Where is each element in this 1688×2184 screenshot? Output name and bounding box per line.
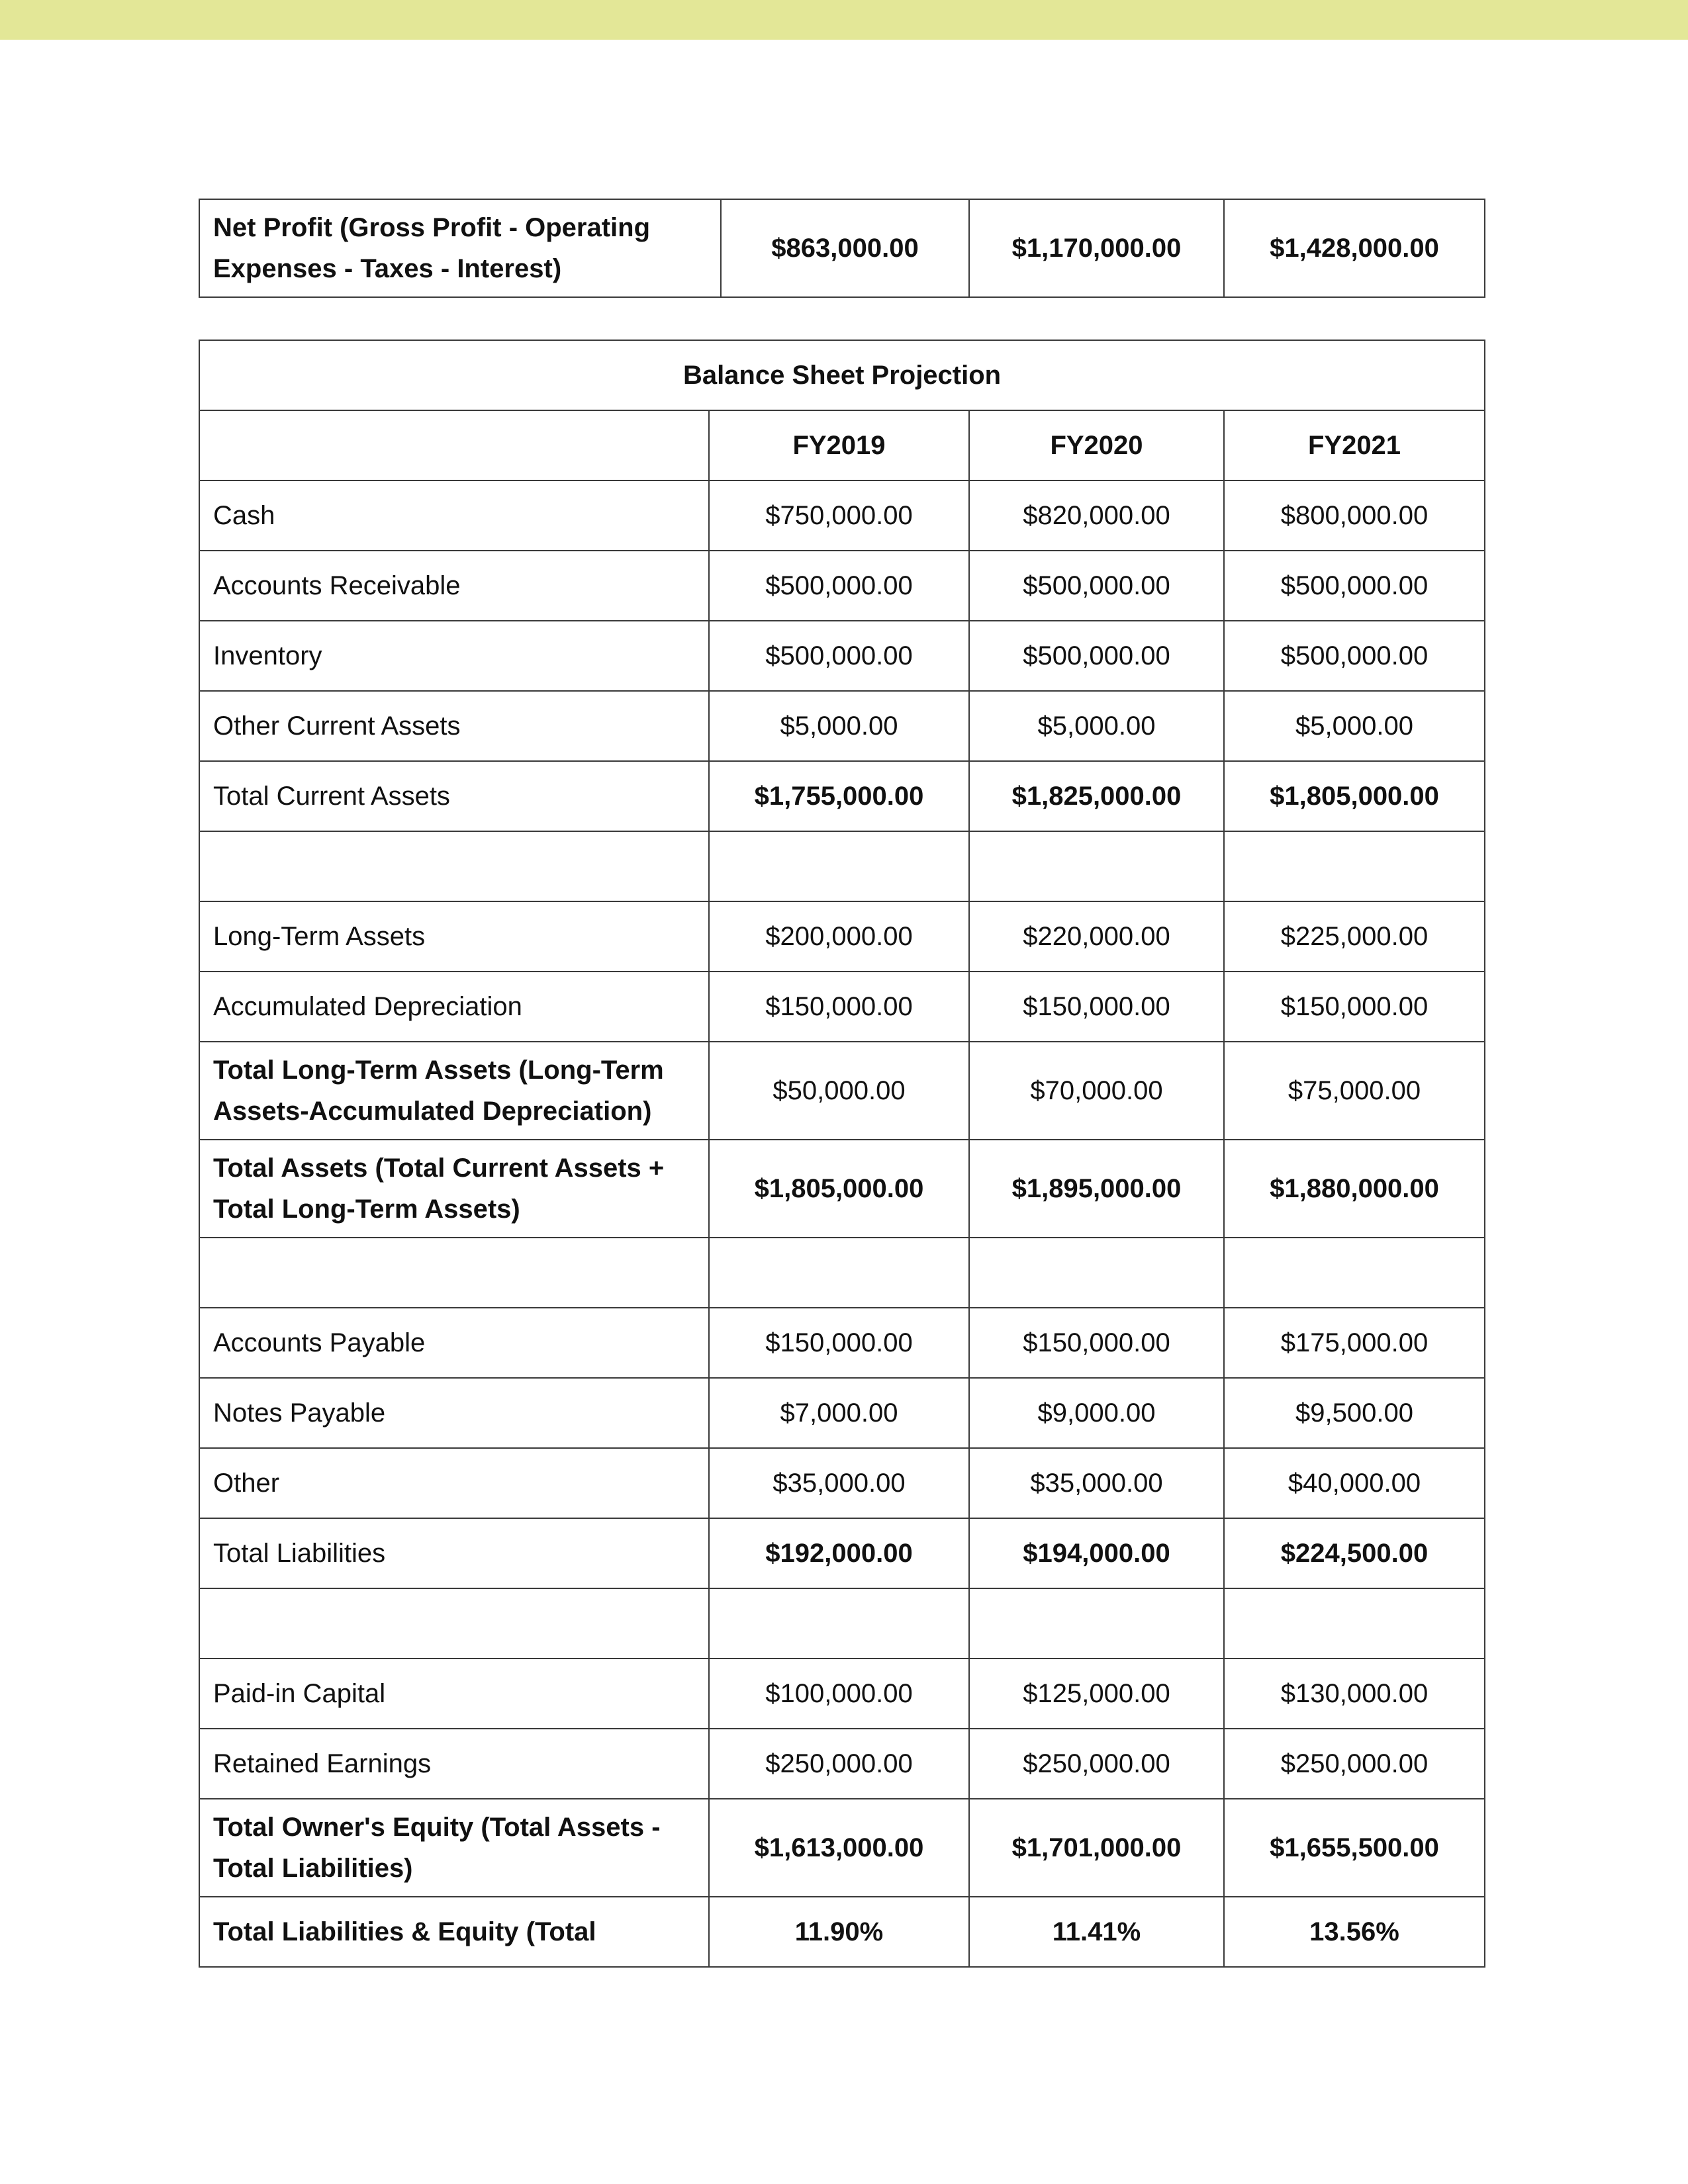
cell-fy2019: $200,000.00 bbox=[709, 901, 969, 972]
row-label: Total Liabilities bbox=[199, 1518, 709, 1588]
cell-fy2020: $5,000.00 bbox=[969, 691, 1224, 761]
column-header-fy2019: FY2019 bbox=[709, 410, 969, 480]
cell-fy2019: $35,000.00 bbox=[709, 1448, 969, 1518]
net-profit-value-fy2020: $1,170,000.00 bbox=[969, 199, 1224, 297]
cell-fy2021: 13.56% bbox=[1224, 1897, 1485, 1967]
cell-fy2020: $500,000.00 bbox=[969, 621, 1224, 691]
cell-fy2021: $500,000.00 bbox=[1224, 621, 1485, 691]
cell-fy2021: $40,000.00 bbox=[1224, 1448, 1485, 1518]
cell-fy2020: $150,000.00 bbox=[969, 972, 1224, 1042]
cell-fy2021: $9,500.00 bbox=[1224, 1378, 1485, 1448]
header-color-band bbox=[0, 0, 1688, 40]
cell-fy2020: $820,000.00 bbox=[969, 480, 1224, 551]
cell-fy2020: $1,895,000.00 bbox=[969, 1140, 1224, 1238]
cell-fy2020: $194,000.00 bbox=[969, 1518, 1224, 1588]
row-label bbox=[199, 831, 709, 901]
balance-sheet-title: Balance Sheet Projection bbox=[199, 340, 1485, 410]
cell-fy2021: $500,000.00 bbox=[1224, 551, 1485, 621]
cell-fy2019: $50,000.00 bbox=[709, 1042, 969, 1140]
cell-fy2020: 11.41% bbox=[969, 1897, 1224, 1967]
row-inventory bbox=[199, 621, 1485, 691]
row-total-current-assets bbox=[199, 761, 1485, 831]
cell-fy2021: $224,500.00 bbox=[1224, 1518, 1485, 1588]
row-other bbox=[199, 1448, 1485, 1518]
row-cash bbox=[199, 480, 1485, 551]
cell-fy2020 bbox=[969, 1588, 1224, 1659]
net-profit-value-fy2019: $863,000.00 bbox=[721, 199, 969, 297]
row-retained-earnings bbox=[199, 1729, 1485, 1799]
net-profit-label: Net Profit (Gross Profit - Operating Expenses - Taxes - Interest) bbox=[199, 199, 721, 297]
cell-fy2019 bbox=[709, 1238, 969, 1308]
row-spacer bbox=[199, 1588, 1485, 1659]
column-header-row bbox=[199, 410, 1485, 480]
cell-fy2021: $150,000.00 bbox=[1224, 972, 1485, 1042]
row-notes-payable bbox=[199, 1378, 1485, 1448]
row-label: Total Current Assets bbox=[199, 761, 709, 831]
row-label: Total Long-Term Assets (Long-Term Assets-Accumulated Depreciation) bbox=[199, 1042, 709, 1140]
cell-fy2021: $1,880,000.00 bbox=[1224, 1140, 1485, 1238]
row-other-current-assets bbox=[199, 691, 1485, 761]
cell-fy2020: $250,000.00 bbox=[969, 1729, 1224, 1799]
row-total-long-term-assets bbox=[199, 1042, 1485, 1140]
cell-fy2020: $1,825,000.00 bbox=[969, 761, 1224, 831]
cell-fy2021: $250,000.00 bbox=[1224, 1729, 1485, 1799]
row-label: Accounts Receivable bbox=[199, 551, 709, 621]
cell-fy2019: $100,000.00 bbox=[709, 1659, 969, 1729]
cell-fy2020 bbox=[969, 831, 1224, 901]
row-label: Total Liabilities & Equity (Total bbox=[199, 1897, 709, 1967]
row-total-liabilities bbox=[199, 1518, 1485, 1588]
net-profit-table bbox=[199, 199, 1485, 298]
cell-fy2020: $9,000.00 bbox=[969, 1378, 1224, 1448]
cell-fy2019: $500,000.00 bbox=[709, 621, 969, 691]
cell-fy2021: $800,000.00 bbox=[1224, 480, 1485, 551]
row-label: Accounts Payable bbox=[199, 1308, 709, 1378]
net-profit-row bbox=[199, 199, 1485, 297]
row-label: Inventory bbox=[199, 621, 709, 691]
cell-fy2021 bbox=[1224, 1238, 1485, 1308]
cell-fy2021: $75,000.00 bbox=[1224, 1042, 1485, 1140]
cell-fy2019: $192,000.00 bbox=[709, 1518, 969, 1588]
row-label: Other bbox=[199, 1448, 709, 1518]
row-label: Total Owner's Equity (Total Assets - Total Liabilities) bbox=[199, 1799, 709, 1897]
cell-fy2019: $750,000.00 bbox=[709, 480, 969, 551]
net-profit-value-fy2021: $1,428,000.00 bbox=[1224, 199, 1485, 297]
row-total-owners-equity bbox=[199, 1799, 1485, 1897]
cell-fy2021 bbox=[1224, 831, 1485, 901]
cell-fy2020: $500,000.00 bbox=[969, 551, 1224, 621]
cell-fy2019: $150,000.00 bbox=[709, 972, 969, 1042]
column-header-fy2021: FY2021 bbox=[1224, 410, 1485, 480]
cell-fy2021: $1,805,000.00 bbox=[1224, 761, 1485, 831]
cell-fy2020: $1,701,000.00 bbox=[969, 1799, 1224, 1897]
cell-fy2019: $7,000.00 bbox=[709, 1378, 969, 1448]
balance-sheet-title-row bbox=[199, 340, 1485, 410]
row-label bbox=[199, 1588, 709, 1659]
cell-fy2020: $70,000.00 bbox=[969, 1042, 1224, 1140]
row-spacer bbox=[199, 1238, 1485, 1308]
row-label: Other Current Assets bbox=[199, 691, 709, 761]
column-header-blank bbox=[199, 410, 709, 480]
row-accounts-payable bbox=[199, 1308, 1485, 1378]
cell-fy2021: $1,655,500.00 bbox=[1224, 1799, 1485, 1897]
cell-fy2019 bbox=[709, 1588, 969, 1659]
row-spacer bbox=[199, 831, 1485, 901]
cell-fy2020: $150,000.00 bbox=[969, 1308, 1224, 1378]
column-header-fy2020: FY2020 bbox=[969, 410, 1224, 480]
cell-fy2019 bbox=[709, 831, 969, 901]
cell-fy2021: $130,000.00 bbox=[1224, 1659, 1485, 1729]
cell-fy2021 bbox=[1224, 1588, 1485, 1659]
row-label: Total Assets (Total Current Assets + Total Long-Term Assets) bbox=[199, 1140, 709, 1238]
cell-fy2019: 11.90% bbox=[709, 1897, 969, 1967]
cell-fy2019: $150,000.00 bbox=[709, 1308, 969, 1378]
row-paid-in-capital bbox=[199, 1659, 1485, 1729]
cell-fy2019: $1,755,000.00 bbox=[709, 761, 969, 831]
cell-fy2019: $1,613,000.00 bbox=[709, 1799, 969, 1897]
cell-fy2020: $35,000.00 bbox=[969, 1448, 1224, 1518]
cell-fy2021: $225,000.00 bbox=[1224, 901, 1485, 972]
row-label: Notes Payable bbox=[199, 1378, 709, 1448]
row-label: Cash bbox=[199, 480, 709, 551]
cell-fy2020: $220,000.00 bbox=[969, 901, 1224, 972]
row-label bbox=[199, 1238, 709, 1308]
row-accumulated-depreciation bbox=[199, 972, 1485, 1042]
row-label: Long-Term Assets bbox=[199, 901, 709, 972]
row-long-term-assets bbox=[199, 901, 1485, 972]
cell-fy2019: $500,000.00 bbox=[709, 551, 969, 621]
balance-sheet-table bbox=[199, 340, 1485, 1968]
cell-fy2019: $5,000.00 bbox=[709, 691, 969, 761]
cell-fy2021: $175,000.00 bbox=[1224, 1308, 1485, 1378]
cell-fy2020: $125,000.00 bbox=[969, 1659, 1224, 1729]
row-total-liabilities-equity bbox=[199, 1897, 1485, 1967]
row-label: Paid-in Capital bbox=[199, 1659, 709, 1729]
cell-fy2020 bbox=[969, 1238, 1224, 1308]
row-total-assets bbox=[199, 1140, 1485, 1238]
row-label: Retained Earnings bbox=[199, 1729, 709, 1799]
cell-fy2021: $5,000.00 bbox=[1224, 691, 1485, 761]
row-label: Accumulated Depreciation bbox=[199, 972, 709, 1042]
cell-fy2019: $250,000.00 bbox=[709, 1729, 969, 1799]
row-accounts-receivable bbox=[199, 551, 1485, 621]
cell-fy2019: $1,805,000.00 bbox=[709, 1140, 969, 1238]
